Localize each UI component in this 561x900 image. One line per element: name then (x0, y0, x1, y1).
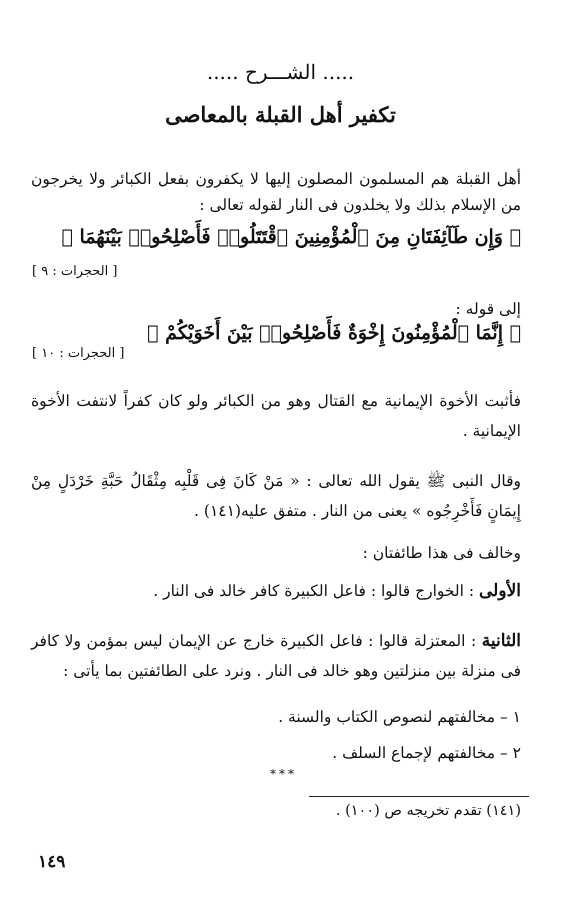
second-group-label: الثانية (481, 631, 521, 651)
second-group-text: : المعتزلة قالوا : فاعل الكبيرة خارج عن الإيمان ليس بمؤمن ولا كافر فى منزلة بين منزلتين وهو خالد فى النار . ونرد على الطائفتين بما يأتى : (31, 632, 521, 680)
second-group (31, 626, 521, 686)
dissent-intro: وخالف فى هذا طائفتان : (362, 544, 521, 562)
footnote-divider (309, 796, 529, 797)
verse-hujurat-9: ﴿ وَإِن طَآئِفَتَانِ مِنَ ٱلْمُؤْمِنِينَ ٱقْتَتَلُوا۟ فَأَصْلِحُوا۟ بَيْنَهُمَا ﴾ (61, 226, 521, 248)
first-group-label: الأولى (479, 581, 521, 601)
first-group-text: : الخوارج قالوا : فاعل الكبيرة كافر خالد فى النار . (153, 582, 480, 600)
section-separator-stars: *** (270, 767, 297, 781)
chapter-title: تكفير أهل القبلة بالمعاصى (165, 102, 396, 127)
brotherhood-paragraph: فأثبت الأخوة الإيمانية مع القتال وهو من الكبائر ولو كان كفراً لانتفت الأخوة الإيمانية . (31, 392, 521, 440)
to-saying-text: إلى قوله : (455, 300, 521, 318)
footnote: (١٤١) تقدم تخريجه ص (١٠٠) . (335, 803, 521, 819)
hadith-paragraph: وقال النبى ﷺ يقول الله تعالى : « مَنْ كَانَ فِى قَلْبِه مِثْقَالُ حَبَّةِ خَرْدَلٍ مِنْ إِيمَانٍ فَأَخْرِجُوه » يعنى من النار . متفق عليه(١٤١) . (31, 472, 521, 520)
intro-paragraph: أهل القبلة هم المسلمون المصلون إليها لا يكفرون بفعل الكبائر ولا يخرجون من الإسلام بذلك ولا يخلدون فى النار لقوله تعالى : (31, 170, 521, 214)
verse-hujurat-10: ﴿ إِنَّمَا ٱلْمُؤْمِنُونَ إِخْوَةٌ فَأَصْلِحُوا۟ بَيْنَ أَخَوَيْكُمْ ﴾ (147, 322, 521, 344)
first-group (31, 578, 521, 604)
rebuttal-point-2: ٢ – مخالفتهم لإجماع السلف . (332, 744, 521, 762)
page-number: ١٤٩ (38, 852, 66, 872)
verse-reference-10: [ الحجرات : ١٠ ] (32, 346, 125, 361)
rebuttal-point-1: ١ – مخالفتهم لنصوص الكتاب والسنة . (278, 708, 521, 726)
verse-reference-9: [ الحجرات : ٩ ] (32, 264, 118, 279)
section-title: ..... الشـــرح ..... (206, 60, 355, 84)
